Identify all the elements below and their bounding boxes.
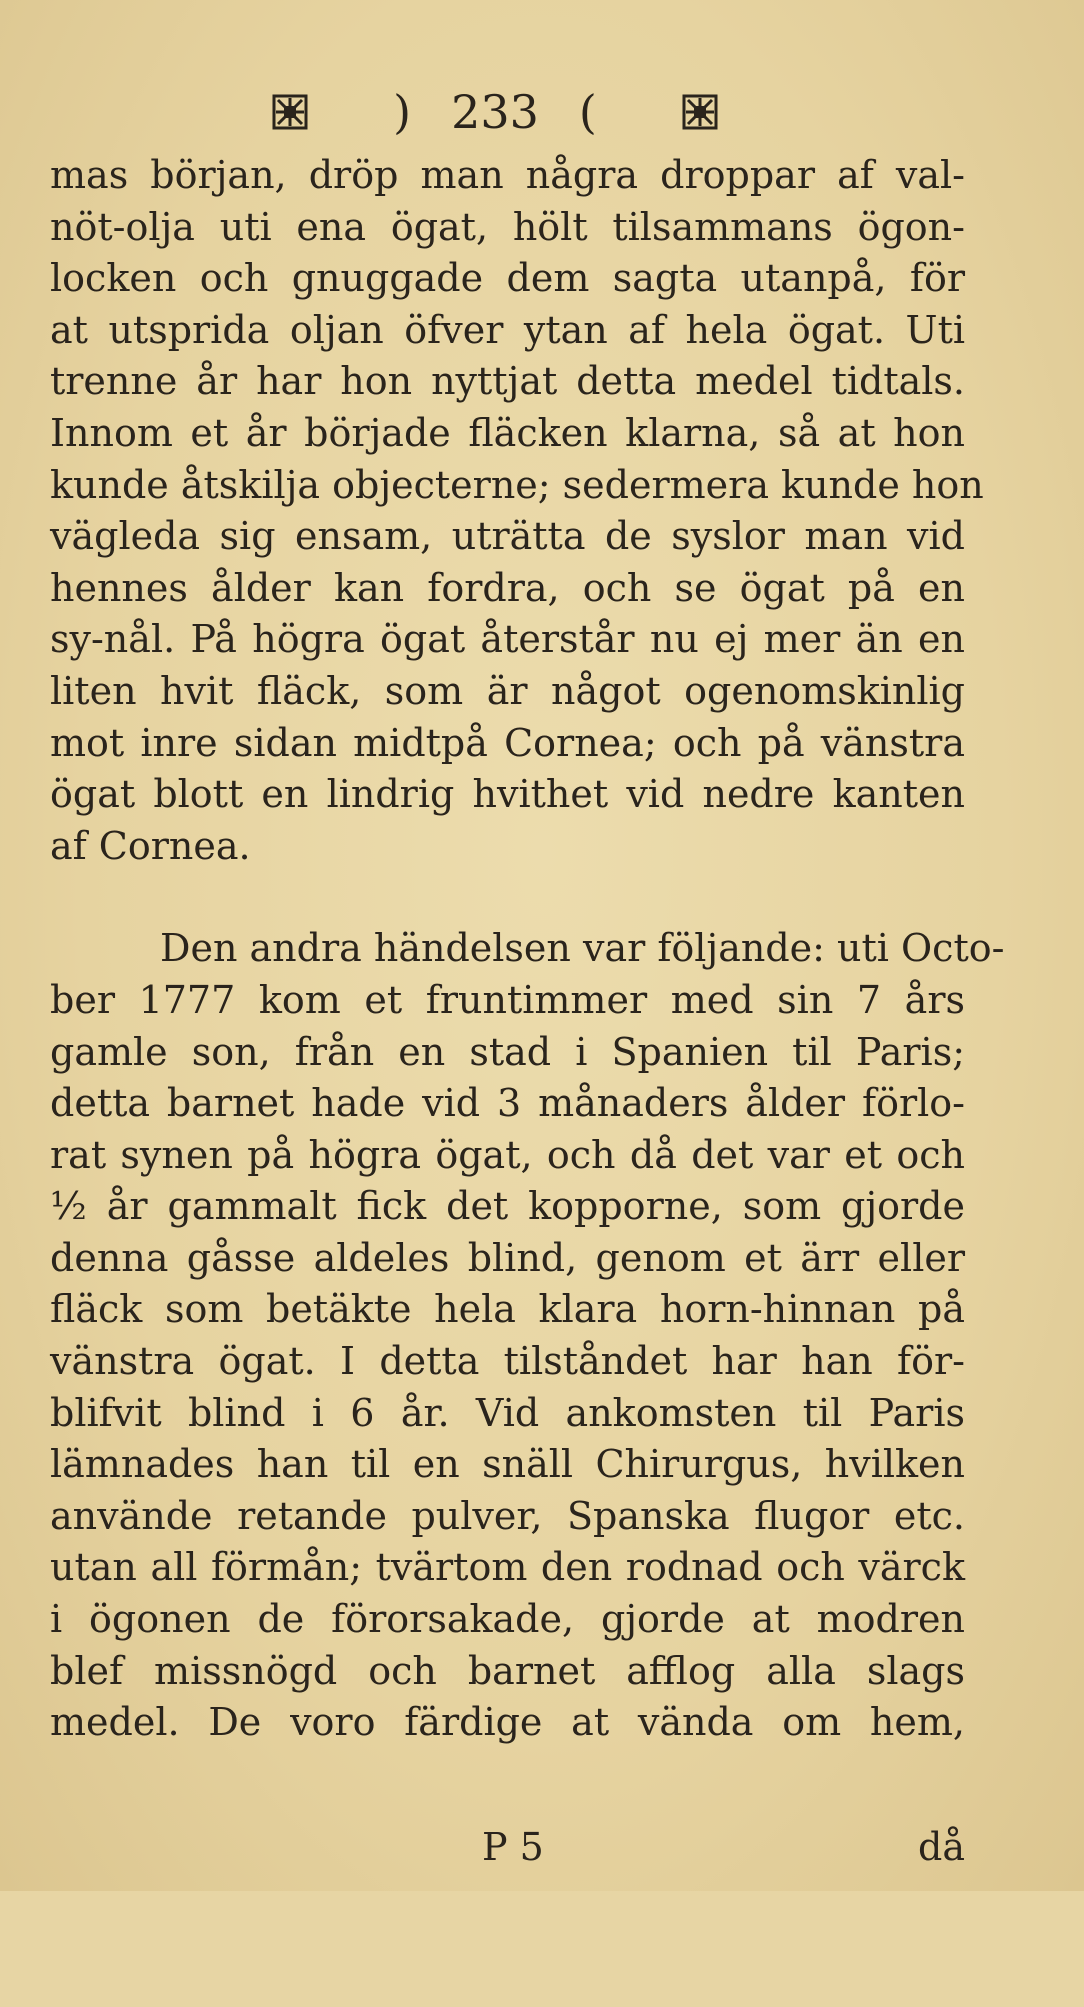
text-line: mot inre sidan midtpå Cornea; och på vänstra bbox=[50, 720, 965, 765]
text-line bbox=[50, 1904, 965, 1956]
text-line: kunde åtskilja objecterne; sedermera kunde hon bbox=[50, 462, 984, 507]
right-ornament-icon bbox=[680, 92, 720, 132]
text-line: blifvit blind i 6 år. Vid ankomsten til Paris bbox=[50, 1390, 965, 1435]
text-line: blef missnögd och barnet afflog alla slags bbox=[50, 1648, 965, 1693]
signature-mark: P 5 bbox=[482, 1825, 544, 1869]
text-line: vägleda sig ensam, uträtta de syslor man vid bbox=[50, 514, 965, 559]
text-line: ber 1777 kom et fruntimmer med sin 7 års bbox=[50, 977, 965, 1022]
text-line: at utsprida oljan öfver ytan af hela ögat. Uti bbox=[50, 307, 965, 352]
text-line: nöt-olja uti ena ögat, hölt tilsammans ögon- bbox=[50, 204, 965, 249]
text-line: detta barnet hade vid 3 månaders ålder förlo- bbox=[50, 1081, 965, 1126]
text-line: liten hvit fläck, som är något ogenomskinlig bbox=[50, 668, 965, 713]
running-header bbox=[270, 82, 720, 142]
catchword: då bbox=[918, 1825, 965, 1869]
text-line: lämnades han til en snäll Chirurgus, hvilken bbox=[50, 1442, 965, 1487]
text-line bbox=[50, 1749, 965, 1801]
text-line: trenne år har hon nyttjat detta medel tidtals. bbox=[50, 359, 965, 404]
text-line: vänstra ögat. I detta tilståndet har han för- bbox=[50, 1339, 965, 1384]
text-line: använde retande pulver, Spanska flugor etc. bbox=[50, 1493, 965, 1538]
paren-right: ( bbox=[578, 85, 597, 139]
text-line: Innom et år började fläcken klarna, så at hon bbox=[50, 410, 965, 455]
text-line: fläck som betäkte hela klara horn-hinnan på bbox=[50, 1287, 965, 1332]
page-number: 233 bbox=[451, 85, 539, 139]
text-line: gamle son, från en stad i Spanien til Paris; bbox=[50, 1029, 965, 1074]
text-line: i ögonen de förorsakade, gjorde at modren bbox=[50, 1597, 965, 1642]
text-line: mas början, dröp man några droppar af val- bbox=[50, 153, 965, 197]
text-line: denna gåsse aldeles blind, genom et ärr eller bbox=[50, 1235, 965, 1280]
text-line: hennes ålder kan fordra, och se ögat på en bbox=[50, 565, 965, 610]
paragraph-gap bbox=[50, 872, 965, 923]
page-number-group bbox=[393, 85, 597, 139]
text-line: utan all förmån; tvärtom den rodnad och värck bbox=[50, 1545, 965, 1590]
text-line: sy-nål. På högra ögat återstår nu ej mer än en bbox=[50, 617, 965, 662]
text-line: ögat blott en lindrig hvithet vid nedre kanten bbox=[50, 772, 965, 817]
left-ornament-icon bbox=[270, 92, 310, 132]
text-line: rat synen på högra ögat, och då det var et och bbox=[50, 1132, 965, 1177]
body-text bbox=[50, 150, 1005, 2007]
text-line: Den andra händelsen var följande: uti Octo- bbox=[160, 926, 1005, 971]
paren-left: ) bbox=[393, 85, 412, 139]
text-line: locken och gnuggade dem sagta utanpå, för bbox=[50, 256, 965, 301]
text-line bbox=[50, 1955, 965, 2007]
text-line: ½ år gammalt fick det kopporne, som gjorde bbox=[50, 1184, 965, 1229]
page-footer bbox=[50, 1825, 965, 1875]
text-line: medel. De voro färdige at vända om hem, bbox=[50, 1700, 965, 1745]
text-line: af Cornea. bbox=[50, 823, 251, 868]
